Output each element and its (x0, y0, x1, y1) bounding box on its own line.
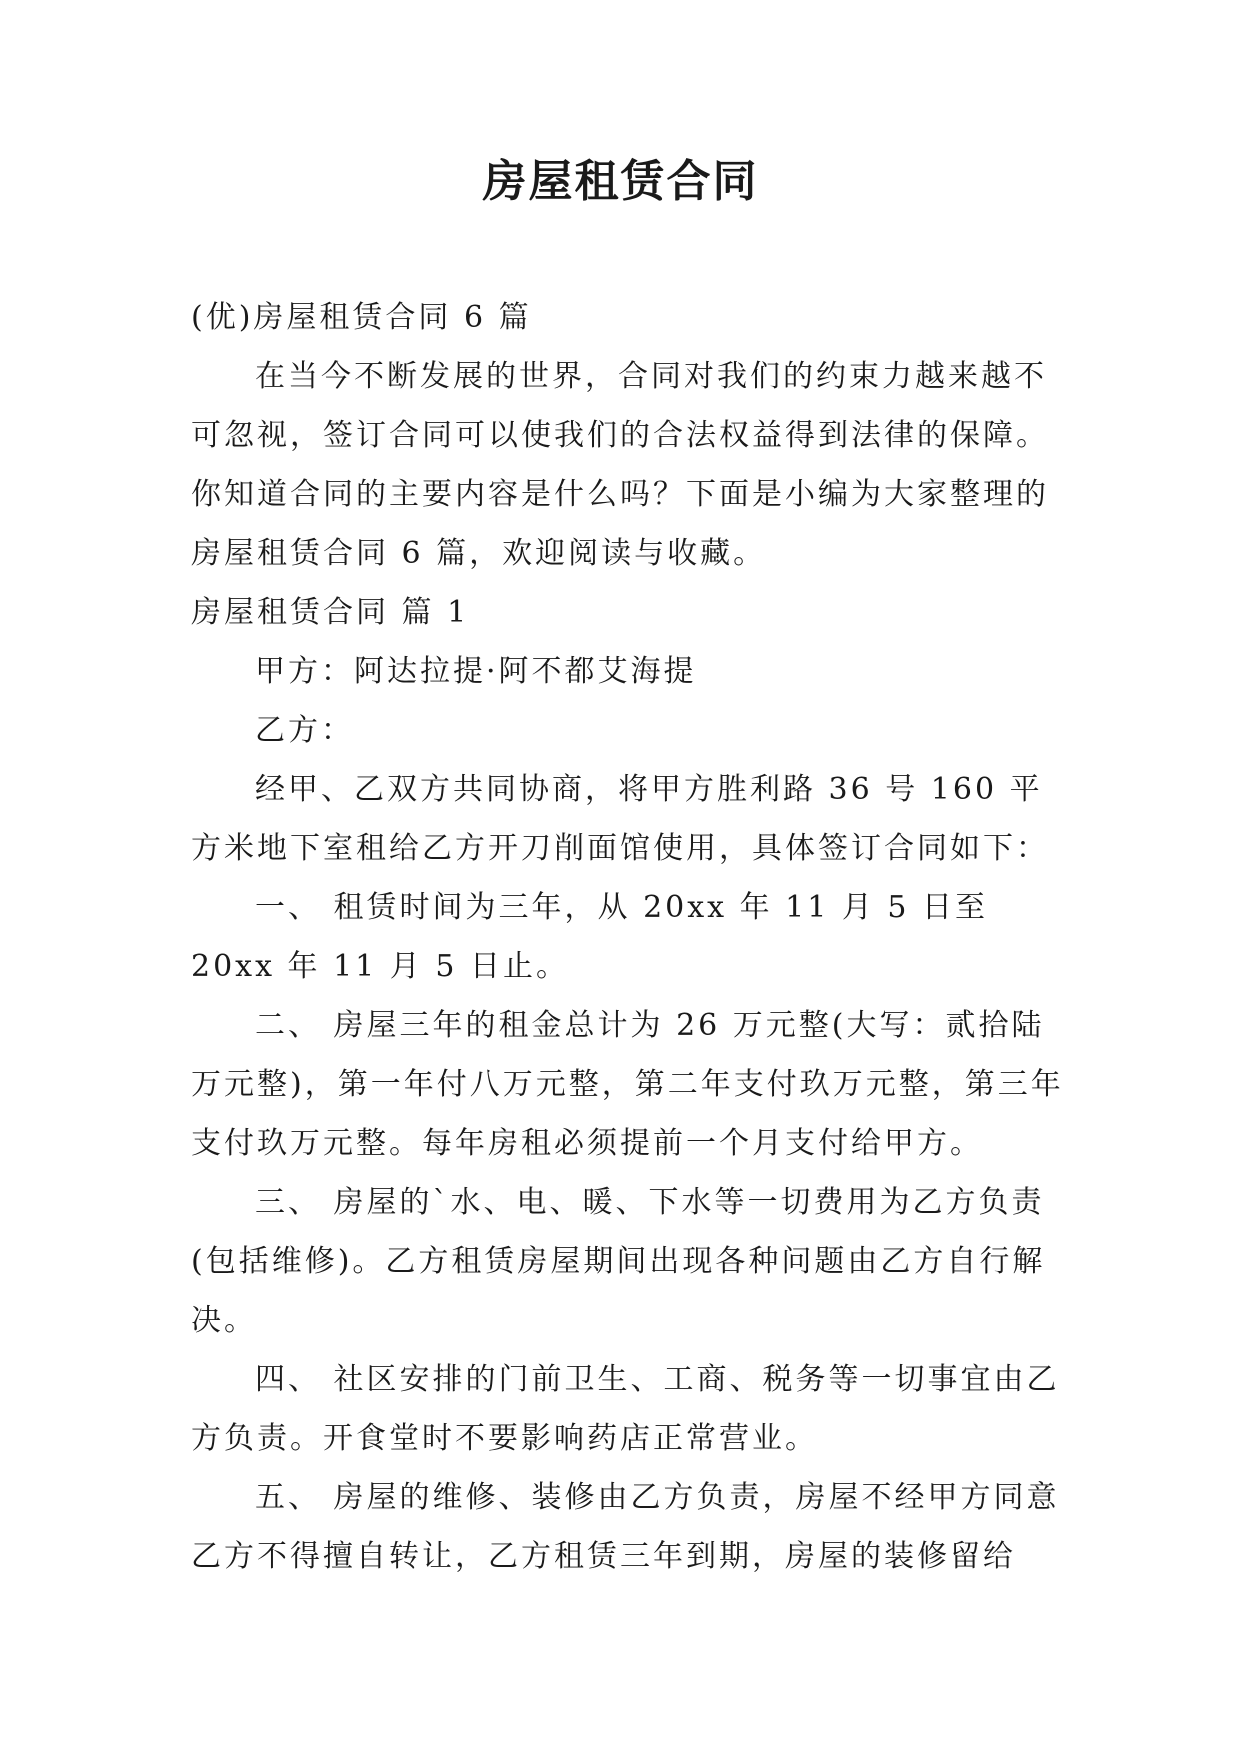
clause-paragraph: 一、 租赁时间为三年，从 20xx 年 11 月 5 日至 20xx 年 11 月 5 日止。 (191, 890, 989, 984)
document-subtitle: (优)房屋租赁合同 6 篇 (191, 300, 532, 335)
clause-paragraph: 五、 房屋的维修、装修由乙方负责，房屋不经甲方同意乙方不得擅自转让，乙方租赁三年到期，房屋的装修留给 (191, 1480, 1060, 1574)
clause-paragraph: 四、 社区安排的门前卫生、工商、税务等一切事宜由乙方负责。开食堂时不要影响药店正常营业。 (191, 1362, 1060, 1456)
party-b-line: 乙方： (255, 713, 354, 748)
document-body (191, 288, 1071, 1586)
clause-paragraph: 三、 房屋的`水、电、暖、下水等一切费用为乙方负责(包括维修)。乙方租赁房屋期间出现各种问题由乙方自行解决。 (191, 1185, 1046, 1338)
preamble-paragraph: 经甲、乙双方共同协商，将甲方胜利路 36 号 160 平方米地下室租给乙方开刀削面馆使用，具体签订合同如下： (191, 772, 1049, 866)
intro-paragraph: 在当今不断发展的世界，合同对我们的约束力越来越不可忽视，签订合同可以使我们的合法权益得到法律的保障。你知道合同的主要内容是什么吗？下面是小编为大家整理的房屋租赁合同 6 篇，欢迎阅读与收藏。 (191, 359, 1049, 571)
document-title: 房屋租赁合同 (482, 156, 759, 207)
clause-paragraph: 二、 房屋三年的租金总计为 26 万元整(大写：贰拾陆万元整)，第一年付八万元整，第二年支付玖万元整，第三年支付玖万元整。每年房租必须提前一个月支付给甲方。 (191, 1008, 1064, 1161)
section-heading: 房屋租赁合同 篇 1 (191, 595, 470, 630)
party-a-line: 甲方：阿达拉提·阿不都艾海提 (255, 654, 697, 689)
